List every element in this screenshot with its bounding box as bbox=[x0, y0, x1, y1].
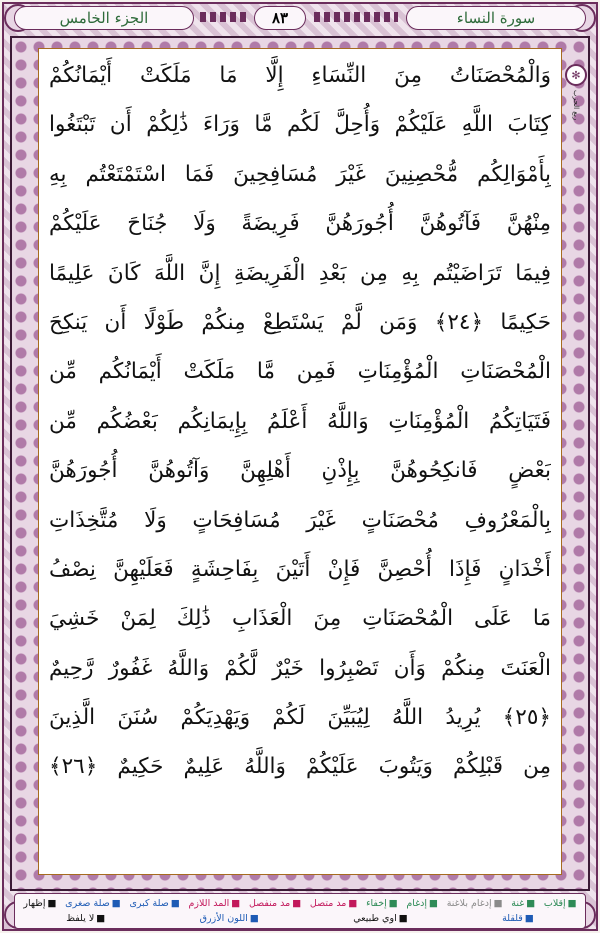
legend-item bbox=[366, 896, 398, 911]
page-header bbox=[14, 6, 586, 32]
legend-item bbox=[353, 911, 407, 926]
legend-swatch-icon: ■ bbox=[292, 898, 302, 909]
legend-label: صلة كبرى bbox=[129, 898, 169, 909]
legend-item bbox=[511, 896, 535, 911]
legend-label: مد منفصل bbox=[248, 898, 291, 909]
legend-item bbox=[544, 896, 577, 911]
legend-item bbox=[189, 896, 241, 911]
legend-swatch-icon: ■ bbox=[567, 898, 577, 909]
legend-item bbox=[66, 911, 105, 926]
legend-label: إخفاء bbox=[366, 898, 387, 909]
legend-label: اوي طبيعي bbox=[353, 913, 397, 924]
legend-item bbox=[310, 896, 357, 911]
legend-swatch-icon: ■ bbox=[249, 913, 259, 924]
legend-swatch-icon: ■ bbox=[429, 898, 439, 909]
legend-swatch-icon: ■ bbox=[493, 898, 503, 909]
legend-swatch-icon: ■ bbox=[96, 913, 106, 924]
hizb-label: ربع الحزب bbox=[572, 90, 580, 121]
verse-line: بَعْضٍ فَانكِحُوهُنَّ بِإِذْنِ أَهْلِهِنَّ وَآتُوهُنَّ أُجُورَهُنَّ bbox=[49, 458, 551, 484]
verse-line: بِالْمَعْرُوفِ مُحْصَنَاتٍ غَيْرَ مُسَافِحَاتٍ وَلَا مُتَّخِذَاتِ bbox=[49, 507, 551, 533]
legend-swatch-icon: ■ bbox=[388, 898, 398, 909]
page-number: ٨٣ bbox=[254, 6, 306, 30]
legend-item bbox=[249, 896, 301, 911]
left-margin bbox=[13, 48, 35, 875]
legend-label: صلة صغرى bbox=[65, 898, 110, 909]
juz-title: الجزء الخامس bbox=[14, 6, 194, 30]
legend-item bbox=[129, 896, 179, 911]
legend-swatch-icon: ■ bbox=[398, 913, 408, 924]
verse-line: أَخْدَانٍ فَإِذَا أُحْصِنَّ فَإِنْ أَتَيْنَ بِفَاحِشَةٍ فَعَلَيْهِنَّ نِصْفُ bbox=[49, 556, 551, 582]
verse-line: بِأَمْوَالِكُم مُّحْصِنِينَ غَيْرَ مُسَافِحِينَ فَمَا اسْتَمْتَعْتُم بِهِ bbox=[49, 161, 551, 187]
legend-label: لا يلفظ bbox=[66, 913, 95, 924]
legend-swatch-icon: ■ bbox=[111, 898, 121, 909]
legend-label: اللون الأزرق bbox=[199, 913, 248, 924]
legend-item bbox=[23, 896, 56, 911]
verse-line: فِيمَا تَرَاضَيْتُم بِهِ مِن بَعْدِ الْفَرِيضَةِ إِنَّ اللَّهَ كَانَ عَلِيمًا bbox=[49, 260, 551, 286]
verse-lines bbox=[49, 51, 551, 792]
legend-label: مد متصل bbox=[309, 898, 347, 909]
verse-panel bbox=[38, 48, 562, 875]
surah-title: سورة النساء bbox=[406, 6, 586, 30]
hizb-star-icon: ✻ bbox=[565, 64, 587, 86]
right-margin bbox=[565, 48, 587, 875]
header-ornament bbox=[314, 12, 398, 22]
tajweed-legend bbox=[14, 893, 586, 929]
legend-item bbox=[502, 911, 534, 926]
legend-label: قلقلة bbox=[502, 913, 523, 924]
verse-line: مِن قَبْلِكُمْ وَيَتُوبَ عَلَيْكُمْ وَاللَّهُ عَلِيمٌ حَكِيمٌ ﴿٢٦﴾ bbox=[49, 754, 551, 780]
header-ornament bbox=[200, 12, 248, 22]
legend-swatch-icon: ■ bbox=[47, 898, 57, 909]
verse-line: الْعَنَتَ مِنكُمْ وَأَن تَصْبِرُوا خَيْرٌ لَّكُمْ وَاللَّهُ غَفُورٌ رَّحِيمٌ bbox=[49, 655, 551, 681]
verse-line: مِنْهُنَّ فَآتُوهُنَّ أُجُورَهُنَّ فَرِيضَةً وَلَا جُنَاحَ عَلَيْكُمْ bbox=[49, 211, 551, 237]
legend-label: غنة bbox=[511, 898, 525, 909]
legend-item bbox=[447, 896, 503, 911]
verse-line: مَا عَلَى الْمُحْصَنَاتِ مِنَ الْعَذَابِ ذَٰلِكَ لِمَنْ خَشِيَ bbox=[49, 606, 551, 632]
legend-swatch-icon: ■ bbox=[524, 913, 534, 924]
legend-label: إقلاب bbox=[543, 898, 566, 909]
legend-swatch-icon: ■ bbox=[348, 898, 358, 909]
legend-label: إدغام bbox=[406, 898, 428, 909]
legend-item bbox=[65, 896, 121, 911]
legend-item bbox=[406, 896, 438, 911]
verse-line: الْمُحْصَنَاتِ الْمُؤْمِنَاتِ فَمِن مَّا مَلَكَتْ أَيْمَانُكُم مِّن bbox=[49, 359, 551, 385]
legend-label: إظهار bbox=[23, 898, 46, 909]
legend-swatch-icon: ■ bbox=[231, 898, 241, 909]
legend-label: المد اللازم bbox=[188, 898, 230, 909]
verse-line: فَتَيَاتِكُمُ الْمُؤْمِنَاتِ وَاللَّهُ أَعْلَمُ بِإِيمَانِكُم بَعْضُكُم مِّن bbox=[49, 408, 551, 434]
legend-swatch-icon: ■ bbox=[526, 898, 536, 909]
verse-line: كِتَابَ اللَّهِ عَلَيْكُمْ وَأُحِلَّ لَكُم مَّا وَرَاءَ ذَٰلِكُمْ أَن تَبْتَغُوا bbox=[49, 112, 551, 138]
verse-line: ﴿٢٥﴾ يُرِيدُ اللَّهُ لِيُبَيِّنَ لَكُمْ وَيَهْدِيَكُمْ سُنَنَ الَّذِينَ bbox=[49, 705, 551, 731]
verse-line: وَالْمُحْصَنَاتُ مِنَ النِّسَاءِ إِلَّا مَا مَلَكَتْ أَيْمَانُكُمْ bbox=[49, 63, 551, 88]
legend-label: إدغام بلاغنة bbox=[446, 898, 492, 909]
verse-line: حَكِيمًا ﴿٢٤﴾ وَمَن لَّمْ يَسْتَطِعْ مِنكُمْ طَوْلًا أَن يَنكِحَ bbox=[49, 309, 551, 335]
legend-item bbox=[200, 911, 259, 926]
legend-swatch-icon: ■ bbox=[170, 898, 180, 909]
